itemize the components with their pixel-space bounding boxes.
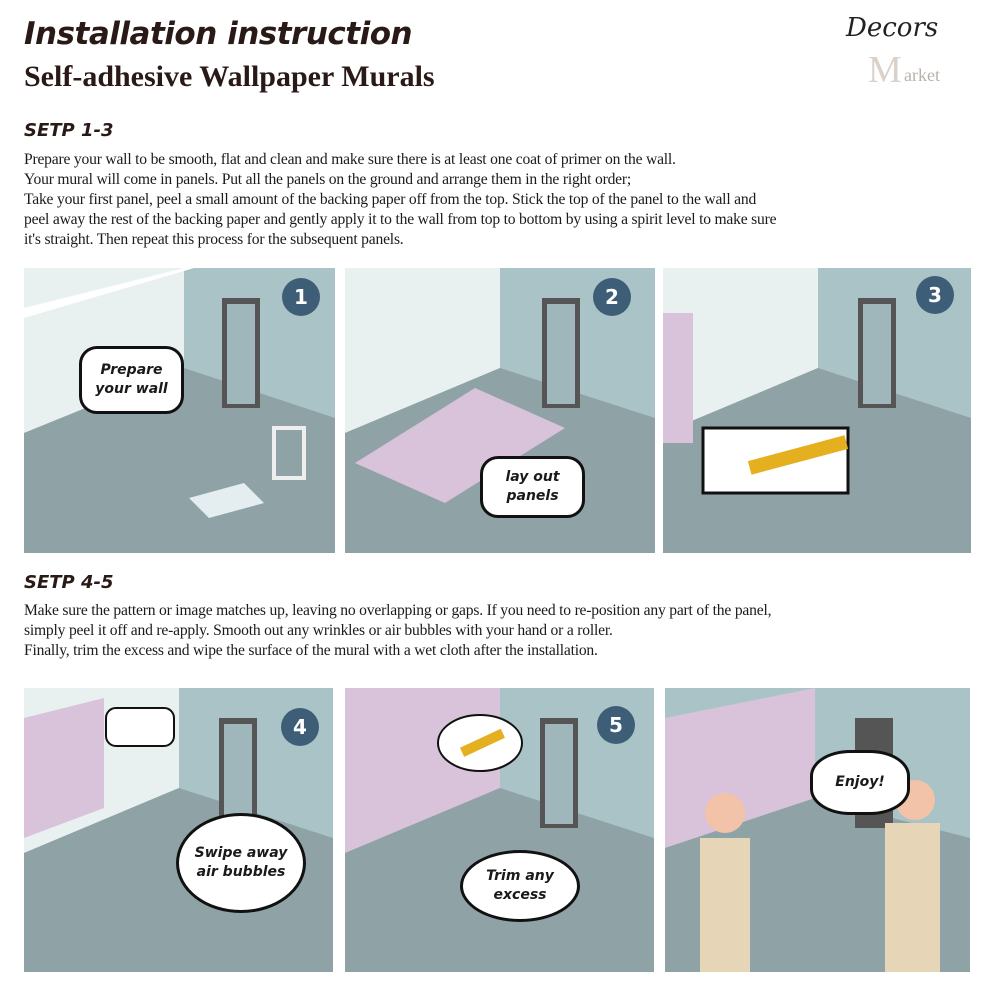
instructions-4-5 xyxy=(24,601,984,661)
step-number-badge: 4 xyxy=(281,708,319,746)
instructions-1-3 xyxy=(24,150,984,250)
speech-bubble: Enjoy! xyxy=(810,750,910,815)
text-line: Take your first panel, peel a small amount of the backing paper off from the top. Stick the top of the panel to the wall and xyxy=(24,191,757,208)
speech-bubble: lay out panels xyxy=(480,456,585,518)
thought-bubble: Swipe away air bubbles xyxy=(176,813,306,913)
section-heading-1-3: SETP 1-3 xyxy=(24,120,114,141)
text-line: Your mural will come in panels. Put all the panels on the ground and arrange them in the right order; xyxy=(24,171,632,188)
speech-bubble: Prepare your wall xyxy=(79,346,184,414)
page-title: Installation instruction xyxy=(24,16,413,52)
step-number-badge: 2 xyxy=(593,278,631,316)
step-4-illustration xyxy=(24,688,333,972)
step-number-badge: 5 xyxy=(597,706,635,744)
text-line: Finally, trim the excess and wipe the surface of the mural with a wet cloth after the installation. xyxy=(24,642,598,659)
finished-illustration xyxy=(665,688,970,972)
step-number-badge: 3 xyxy=(916,276,954,314)
thought-bubble: Trim any excess xyxy=(460,850,580,922)
room-scene xyxy=(665,688,970,972)
decors-market-logo xyxy=(838,8,983,88)
text-line: it's straight. Then repeat this process for the subsequent panels. xyxy=(24,231,404,248)
svg-text:Decors: Decors xyxy=(846,13,939,43)
svg-text:arket: arket xyxy=(904,65,940,85)
text-line: peel away the rest of the backing paper and gently apply it to the wall from top to bottom by using a spirit level to make sure xyxy=(24,211,777,228)
step-5-illustration xyxy=(345,688,654,972)
text-line: Prepare your wall to be smooth, flat and clean and make sure there is at least one coat of primer on the wall. xyxy=(24,151,676,168)
text-line: simply peel it off and re-apply. Smooth out any wrinkles or air bubbles with your hand or a roller. xyxy=(24,622,613,639)
step-3-illustration xyxy=(663,268,971,553)
text-line: Make sure the pattern or image matches up, leaving no overlapping or gaps. If you need to re-position any part of the panel, xyxy=(24,602,772,619)
svg-text:M: M xyxy=(868,49,902,88)
step-1-illustration xyxy=(24,268,335,553)
step-2-illustration xyxy=(345,268,655,553)
page-subtitle: Self-adhesive Wallpaper Murals xyxy=(24,60,435,93)
section-heading-4-5: SETP 4-5 xyxy=(24,572,114,593)
step-number-badge: 1 xyxy=(282,278,320,316)
